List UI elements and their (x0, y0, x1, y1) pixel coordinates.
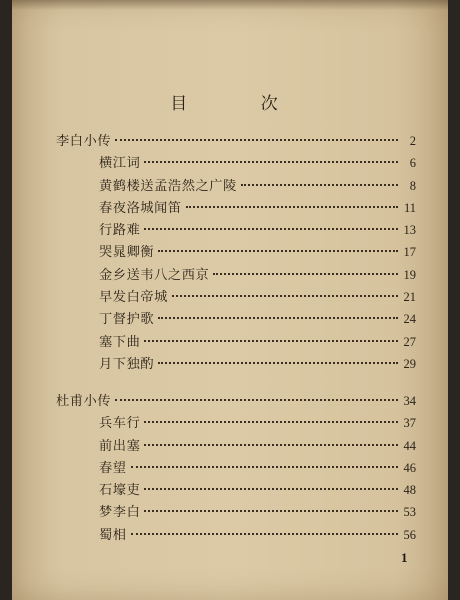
toc-entry-page: 44 (403, 438, 416, 453)
toc-entry-title: 前出塞 (99, 438, 141, 454)
dot-leader (144, 228, 398, 230)
toc-entry (56, 241, 416, 263)
toc-entry-title: 黄鹤楼送孟浩然之广陵 (99, 178, 237, 194)
dot-leader (115, 139, 398, 141)
toc-entry (56, 219, 416, 241)
toc-entry-page: 2 (409, 134, 416, 148)
dot-leader (144, 488, 398, 490)
toc-section-heading (56, 130, 416, 152)
toc-entry-title: 兵车行 (99, 416, 141, 432)
dot-leader (131, 466, 398, 468)
toc-entry-page: 24 (403, 312, 416, 327)
toc-entry-title: 春望 (99, 460, 127, 476)
toc-entry-page: 53 (403, 505, 416, 520)
toc-entry-title: 杜甫小传 (56, 394, 112, 409)
toc-entry-title: 石壕吏 (99, 483, 141, 499)
toc-entry (56, 412, 416, 434)
dot-leader (131, 533, 398, 535)
toc-entry-page: 11 (403, 200, 416, 215)
dot-leader (144, 340, 398, 342)
toc-entry (56, 308, 416, 330)
toc-entry-title: 哭晁卿衡 (99, 245, 155, 261)
toc-section-dufu (56, 390, 416, 546)
dot-leader (158, 362, 398, 364)
toc-entry-page: 17 (403, 245, 416, 260)
toc-entry-page: 46 (403, 460, 416, 475)
toc-entry-title: 横江词 (99, 156, 141, 172)
toc-entry-title: 早发白帝城 (99, 290, 168, 306)
toc-entry-title: 蜀相 (99, 527, 127, 543)
toc-entry-page: 21 (403, 290, 416, 305)
toc-entry-page: 13 (403, 223, 416, 238)
toc-entry (56, 331, 416, 353)
toc-entry-title: 丁督护歌 (99, 312, 155, 328)
toc-entry-title: 春夜洛城闻笛 (99, 200, 182, 216)
toc-entry-title: 塞下曲 (99, 334, 141, 350)
toc-entry (56, 524, 416, 546)
dot-leader (241, 184, 398, 186)
toc-entry (56, 197, 416, 219)
page-number: 1 (401, 550, 408, 565)
dot-leader (172, 295, 398, 297)
toc-entry (56, 175, 416, 197)
toc-section-heading (56, 390, 416, 412)
toc-entry-page: 34 (403, 394, 416, 408)
toc-entry (56, 457, 416, 479)
toc-entry (56, 286, 416, 308)
toc-title: 目 次 (170, 94, 312, 114)
dot-leader (158, 317, 398, 319)
toc-entry-title: 李白小传 (56, 134, 112, 149)
toc-entry-page: 48 (403, 483, 416, 498)
toc-entry (56, 353, 416, 375)
toc-entry-page: 27 (403, 334, 416, 349)
toc-entry-page: 56 (403, 527, 416, 542)
toc-section-libai (56, 130, 416, 375)
toc-entry-page: 6 (409, 156, 416, 171)
toc-entry-title: 月下独酌 (99, 356, 155, 372)
toc-entry-page: 29 (403, 356, 416, 371)
dot-leader (115, 399, 398, 401)
toc-entry-page: 37 (403, 416, 416, 431)
toc-entry-title: 梦李白 (99, 505, 141, 521)
dot-leader (158, 250, 398, 252)
dot-leader (144, 444, 398, 446)
toc-entry-title: 行路难 (99, 223, 141, 239)
toc-entry-title: 金乡送韦八之西京 (99, 267, 210, 283)
dot-leader (144, 421, 398, 423)
dot-leader (144, 510, 398, 512)
dot-leader (213, 273, 398, 275)
toc-entry (56, 264, 416, 286)
dot-leader (186, 206, 398, 208)
dot-leader (144, 161, 398, 163)
toc-entry (56, 479, 416, 501)
toc-entry (56, 501, 416, 523)
toc-entry-page: 8 (409, 178, 416, 193)
book-page (12, 0, 448, 600)
toc-entry (56, 152, 416, 174)
page-top-shadow (12, 0, 448, 10)
toc-entry (56, 435, 416, 457)
toc-entry-page: 19 (403, 267, 416, 282)
